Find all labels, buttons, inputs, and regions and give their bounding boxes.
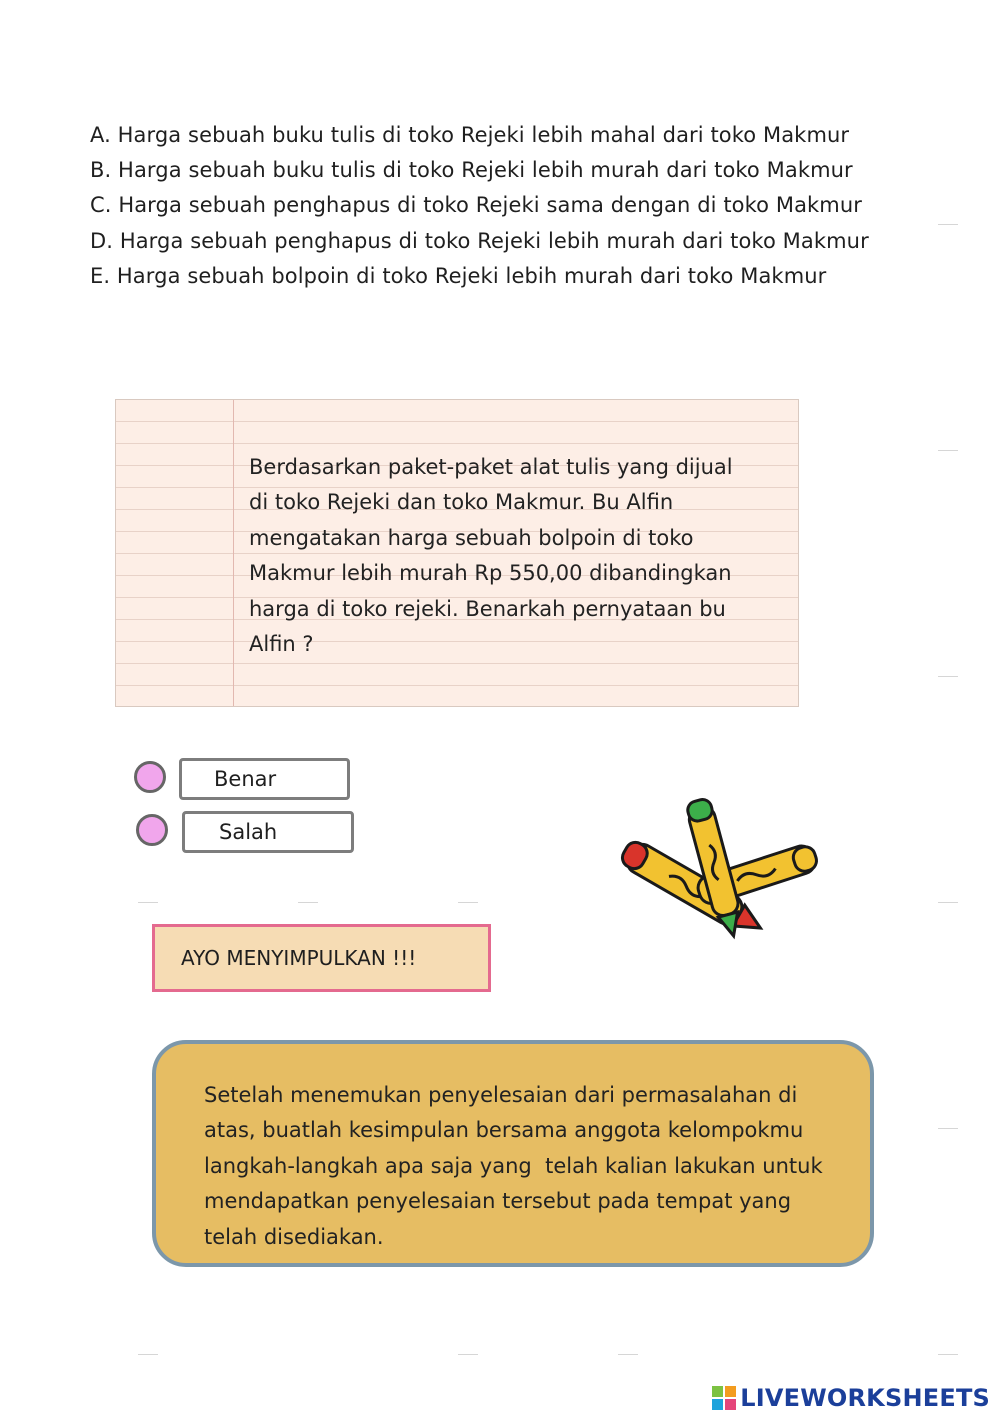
edge-tick: [938, 224, 958, 225]
question-text: [249, 450, 769, 662]
liveworksheets-logo-icon: [711, 1385, 737, 1411]
edge-tick: [938, 676, 958, 677]
option-d: D. Harga sebuah penghapus di toko Rejeki lebih murah dari toko Makmur: [90, 228, 869, 253]
question-notepaper: [115, 399, 799, 707]
option-a: A. Harga sebuah buku tulis di toko Rejeki lebih mahal dari toko Makmur: [90, 123, 850, 147]
edge-tick: [938, 1354, 958, 1355]
conclusion-banner: AYO MENYIMPULKAN !!!: [152, 924, 491, 992]
conclusion-line: telah disediakan.: [204, 1224, 384, 1249]
notepaper-margin-line: [233, 400, 234, 706]
choice-salah[interactable]: Salah: [182, 811, 354, 853]
question-line: Berdasarkan paket-paket alat tulis yang dijual: [249, 455, 733, 479]
edge-tick: [138, 902, 158, 903]
edge-tick: [938, 450, 958, 451]
edge-tick: [458, 902, 478, 903]
liveworksheets-brand[interactable]: [711, 1383, 990, 1413]
edge-tick: [458, 1354, 478, 1355]
conclusion-text: [204, 1078, 844, 1255]
statement-options: [90, 118, 950, 294]
radio-benar[interactable]: [134, 761, 166, 793]
question-line: Alfin ?: [249, 632, 314, 657]
edge-tick: [138, 1354, 158, 1355]
question-line: mengatakan harga sebuah bolpoin di toko: [249, 525, 694, 550]
question-line: Makmur lebih murah Rp 550,00 dibandingkan: [249, 561, 732, 586]
question-line: harga di toko rejeki. Benarkah pernyataan bu: [249, 596, 726, 621]
edge-tick: [618, 1354, 638, 1355]
choice-benar[interactable]: Benar: [179, 758, 350, 800]
crayons-illustration-icon: [620, 785, 825, 940]
conclusion-line: Setelah menemukan penyelesaian dari permasalahan di: [204, 1083, 798, 1107]
conclusion-line: atas, buatlah kesimpulan bersama anggota kelompokmu: [204, 1118, 804, 1143]
conclusion-line: langkah-langkah apa saja yang telah kalian lakukan untuk: [204, 1153, 823, 1178]
option-c: C. Harga sebuah penghapus di toko Rejeki sama dengan di toko Makmur: [90, 193, 862, 218]
question-line: di toko Rejeki dan toko Makmur. Bu Alfin: [249, 490, 674, 515]
edge-tick: [938, 1128, 958, 1129]
radio-salah[interactable]: [136, 814, 168, 846]
edge-tick: [938, 902, 958, 903]
conclusion-line: mendapatkan penyelesaian tersebut pada tempat yang: [204, 1189, 792, 1214]
option-b: B. Harga sebuah buku tulis di toko Rejeki lebih murah dari toko Makmur: [90, 158, 853, 183]
conclusion-box: [152, 1040, 874, 1267]
option-e: E. Harga sebuah bolpoin di toko Rejeki lebih murah dari toko Makmur: [90, 263, 827, 288]
edge-tick: [298, 902, 318, 903]
brand-name: LIVEWORKSHEETS: [740, 1384, 990, 1412]
